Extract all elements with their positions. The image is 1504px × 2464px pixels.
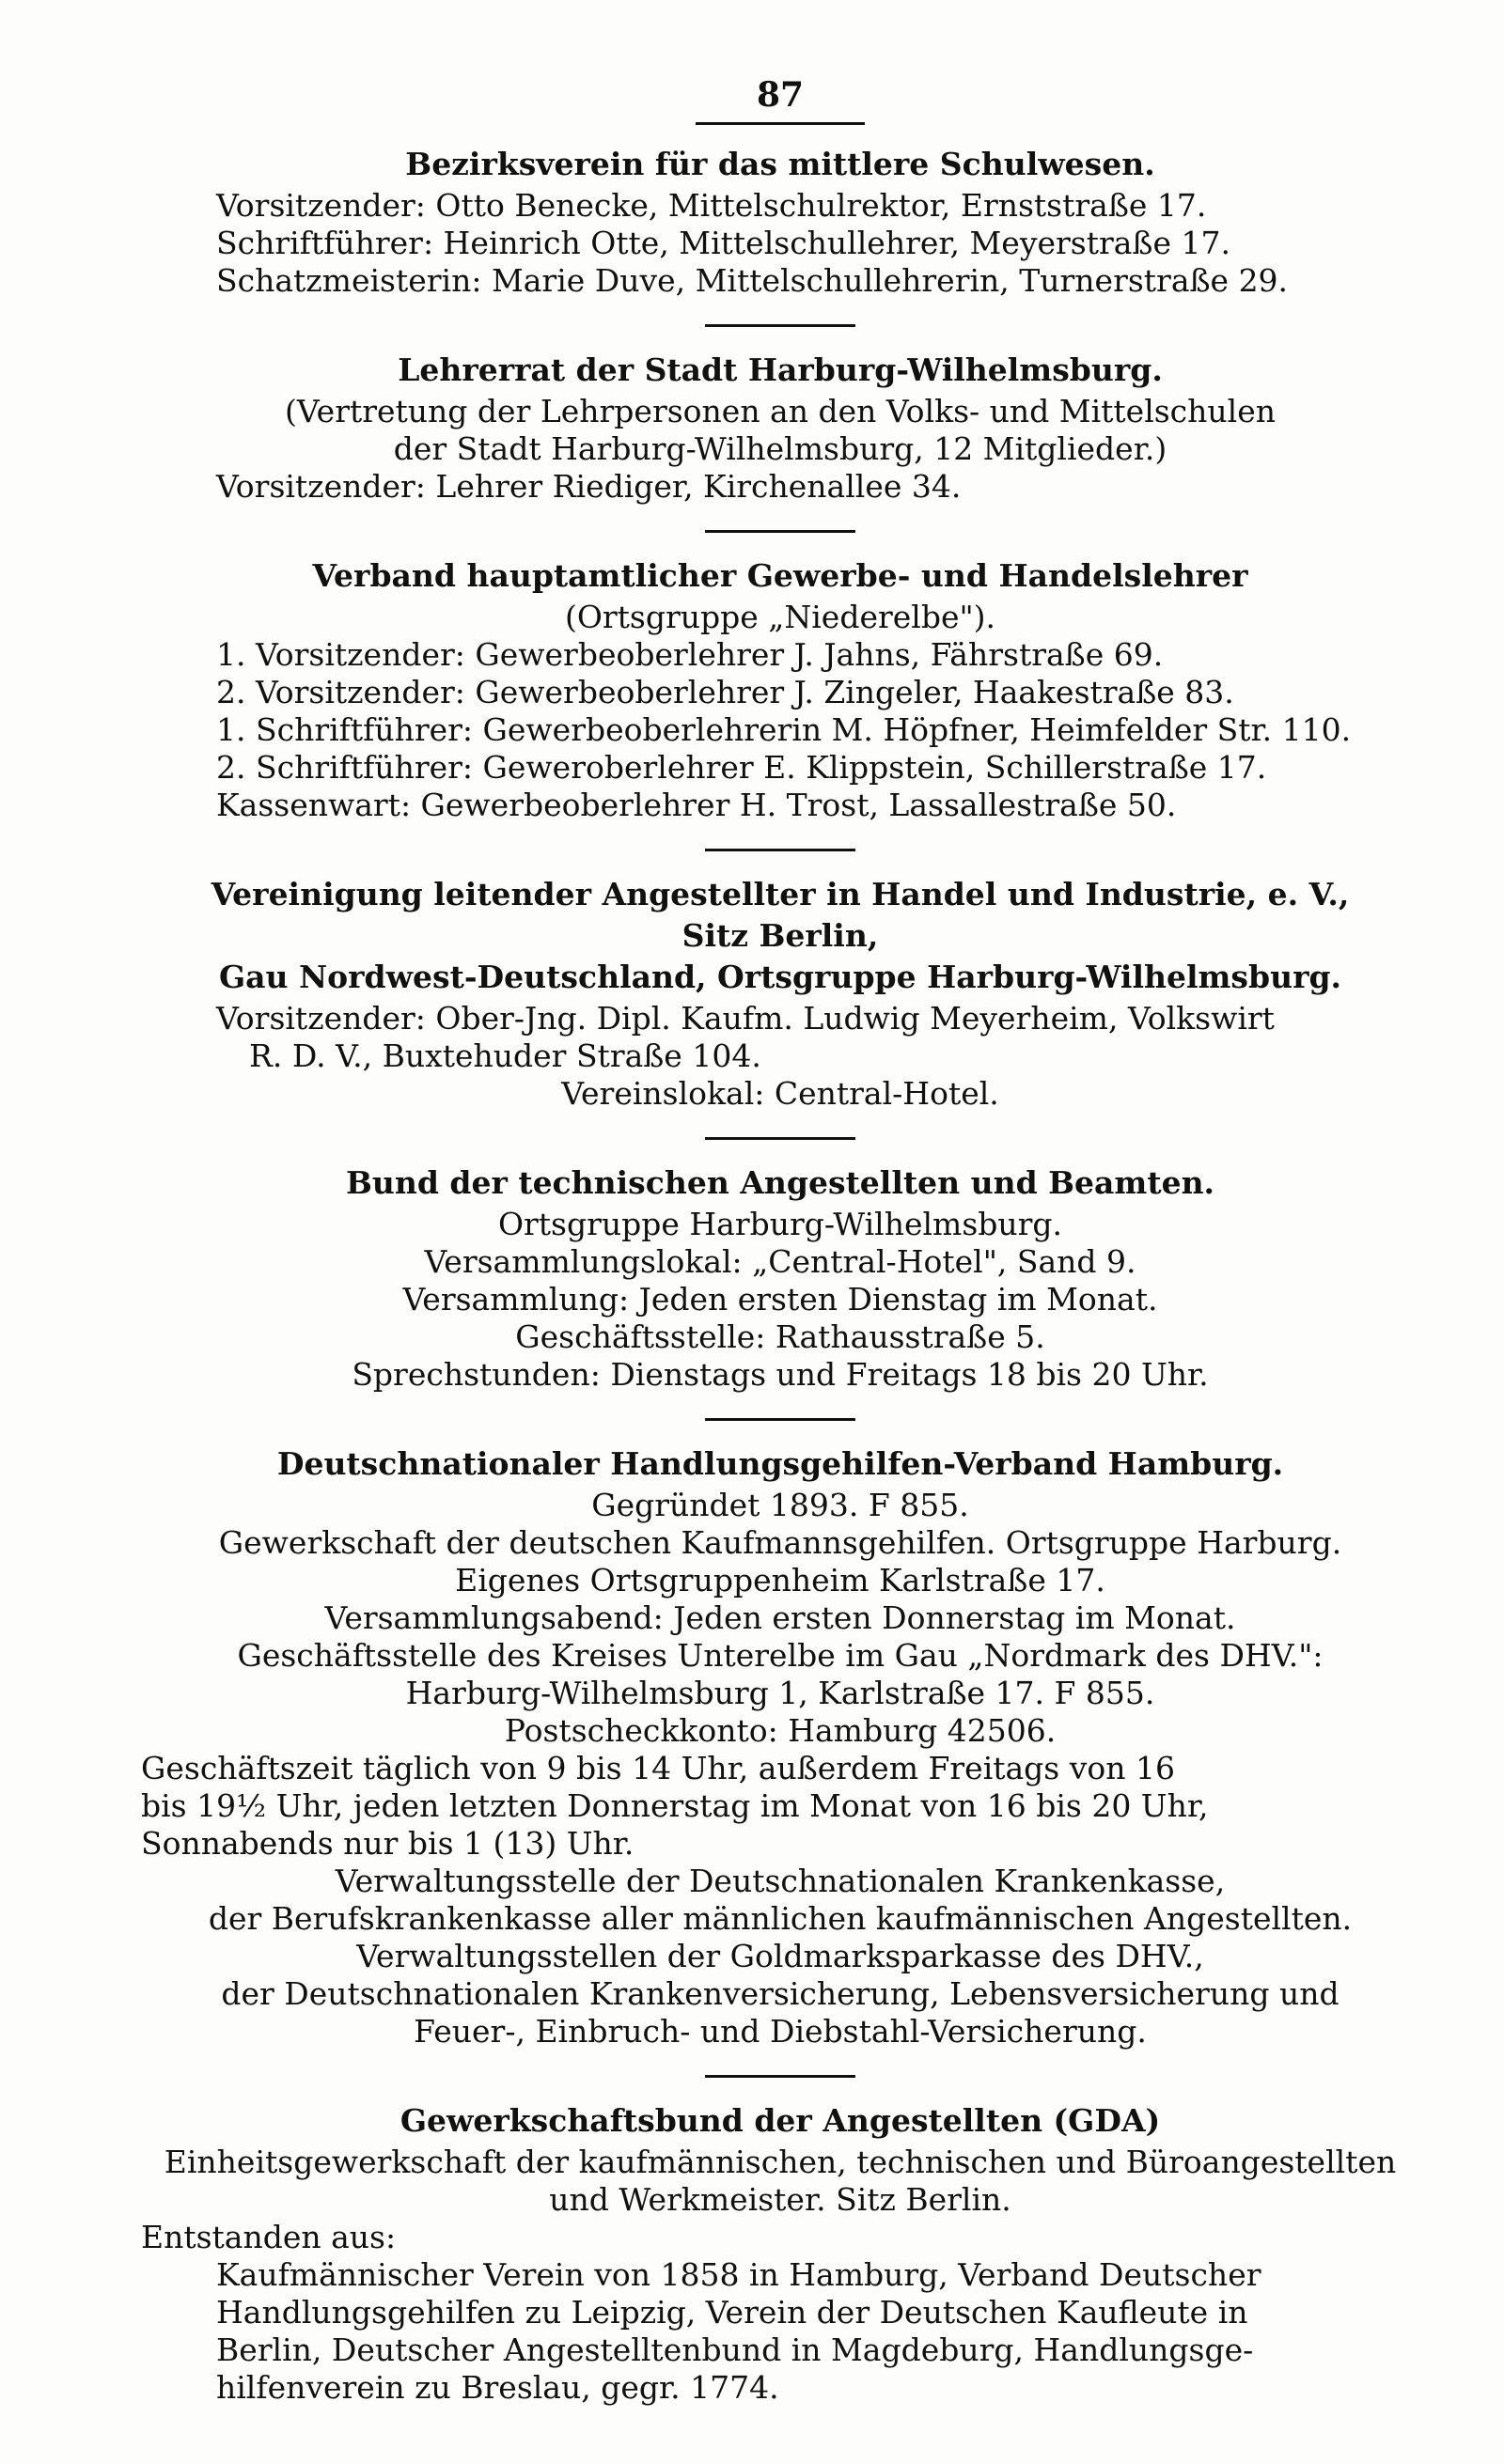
section-divider bbox=[705, 2075, 855, 2078]
text-line: Entstanden aus: bbox=[141, 2219, 397, 2255]
text-line: Versammlungsabend: Jeden ersten Donnerstag im Monat. bbox=[324, 1599, 1236, 1636]
text-line: bis 19½ Uhr, jeden letzten Donnerstag im Monat von 16 bis 20 Uhr, bbox=[141, 1787, 1209, 1824]
text-line: Schatzmeisterin: Marie Duve, Mittelschullehrerin, Turnerstraße 29. bbox=[216, 262, 1289, 299]
section-heading: Bund der technischen Angestellten und Beamten. bbox=[345, 1164, 1215, 1201]
text-line: Sprechstunden: Dienstags und Freitags 18 bis 20 Uhr. bbox=[352, 1356, 1209, 1393]
text-line: Versammlung: Jeden ersten Dienstag im Monat. bbox=[402, 1281, 1158, 1318]
text-line: 1. Schriftführer: Gewerbeoberlehrerin M. Höpfner, Heimfelder Str. 110. bbox=[216, 711, 1352, 748]
text-line: Gegründet 1893. F 855. bbox=[591, 1487, 969, 1523]
text-line: der Deutschnationalen Krankenversicherung, Lebensversicherung und bbox=[221, 1975, 1340, 2012]
text-line: Einheitsgewerkschaft der kaufmännischen, technischen und Büroangestellten bbox=[164, 2144, 1397, 2180]
text-line: 1. Vorsitzender: Gewerbeoberlehrer J. Jahns, Fährstraße 69. bbox=[216, 636, 1164, 673]
text-line: Eigenes Ortsgruppenheim Karlstraße 17. bbox=[455, 1562, 1105, 1598]
text-line: Ortsgruppe Harburg-Wilhelmsburg. bbox=[497, 1206, 1063, 1242]
section-heading: Bezirksverein für das mittlere Schulwesen. bbox=[405, 146, 1155, 182]
text-line: der Stadt Harburg-Wilhelmsburg, 12 Mitglieder.) bbox=[393, 430, 1167, 467]
section-verband-lehrer bbox=[141, 557, 1419, 824]
section-subheading: (Ortsgruppe „Niederelbe"). bbox=[564, 599, 996, 635]
top-rule bbox=[696, 122, 865, 125]
text-line: Berlin, Deutscher Angestelltenbund in Magdeburg, Handlungsge- bbox=[216, 2331, 1254, 2368]
section-lehrerrat bbox=[141, 351, 1419, 506]
text-line: Gewerkschaft der deutschen Kaufmannsgehilfen. Ortsgruppe Harburg. bbox=[218, 1524, 1342, 1561]
section-heading: Gewerkschaftsbund der Angestellten (GDA) bbox=[400, 2102, 1161, 2139]
section-gewerkschaftsbund bbox=[141, 2102, 1419, 2407]
text-line: Schriftführer: Heinrich Otte, Mittelschullehrer, Meyerstraße 17. bbox=[216, 225, 1230, 261]
page-number: 87 bbox=[756, 75, 805, 115]
section-bund-technischen bbox=[141, 1164, 1419, 1394]
text-line: Vorsitzender: Ober-Jng. Dipl. Kaufm. Ludwig Meyerheim, Volkswirt bbox=[216, 1000, 1275, 1037]
text-line: 2. Schriftführer: Geweroberlehrer E. Klippstein, Schillerstraße 17. bbox=[216, 749, 1267, 786]
text-line: 2. Vorsitzender: Gewerbeoberlehrer J. Zingeler, Haakestraße 83. bbox=[216, 674, 1234, 710]
text-line: Verwaltungsstellen der Goldmarksparkasse des DHV., bbox=[356, 1938, 1204, 1974]
text-line: Kassenwart: Gewerbeoberlehrer H. Trost, Lassallestraße 50. bbox=[216, 787, 1177, 823]
section-heading: Gau Nordwest-Deutschland, Ortsgruppe Harburg-Wilhelmsburg. bbox=[218, 959, 1342, 995]
section-handlungsgehilfen bbox=[141, 1445, 1419, 2051]
section-divider bbox=[705, 1418, 855, 1421]
text-line: Geschäftsstelle des Kreises Unterelbe im Gau „Nordmark des DHV.": bbox=[237, 1637, 1324, 1674]
section-divider bbox=[705, 324, 855, 327]
text-line: Geschäftsstelle: Rathausstraße 5. bbox=[515, 1318, 1045, 1355]
text-line: R. D. V., Buxtehuder Straße 104. bbox=[249, 1037, 761, 1074]
text-line: Postscheckkonto: Hamburg 42506. bbox=[504, 1712, 1057, 1749]
text-line: der Berufskrankenkasse aller männlichen kaufmännischen Angestellten. bbox=[208, 1900, 1353, 1937]
text-line: Kaufmännischer Verein von 1858 in Hamburg, Verband Deutscher bbox=[216, 2256, 1261, 2293]
section-divider bbox=[705, 849, 855, 851]
section-heading: Verband hauptamtlicher Gewerbe- und Handelslehrer bbox=[312, 557, 1248, 594]
text-line: Sonnabends nur bis 1 (13) Uhr. bbox=[141, 1825, 634, 1862]
text-line: Vorsitzender: Lehrer Riediger, Kirchenallee 34. bbox=[216, 468, 962, 505]
text-line: Feuer-, Einbruch- und Diebstahl-Versicherung. bbox=[414, 2013, 1147, 2050]
section-divider bbox=[705, 1137, 855, 1140]
section-bezirksverein bbox=[141, 146, 1419, 300]
section-heading: Vereinigung leitender Angestellter in Handel und Industrie, e. V., bbox=[211, 876, 1350, 912]
text-line: Harburg-Wilhelmsburg 1, Karlstraße 17. F 855. bbox=[405, 1675, 1155, 1711]
text-line: (Vertretung der Lehrpersonen an den Volks- und Mittelschulen bbox=[284, 393, 1277, 429]
section-vereinigung bbox=[141, 876, 1419, 1113]
section-heading: Lehrerrat der Stadt Harburg-Wilhelmsburg. bbox=[398, 351, 1163, 388]
text-line: Vereinslokal: Central-Hotel. bbox=[561, 1075, 999, 1112]
text-line: Handlungsgehilfen zu Leipzig, Verein der Deutschen Kaufleute in bbox=[216, 2294, 1248, 2331]
section-divider bbox=[705, 530, 855, 533]
document-page bbox=[141, 75, 1419, 2407]
text-line: Verwaltungsstelle der Deutschnationalen Krankenkasse, bbox=[335, 1863, 1226, 1899]
text-line: Vorsitzender: Otto Benecke, Mittelschulrektor, Ernststraße 17. bbox=[216, 187, 1207, 224]
text-line: und Werkmeister. Sitz Berlin. bbox=[549, 2181, 1011, 2218]
text-line: Geschäftszeit täglich von 9 bis 14 Uhr, außerdem Freitags von 16 bbox=[141, 1750, 1175, 1786]
text-line: Versammlungslokal: „Central-Hotel", Sand 9. bbox=[424, 1243, 1136, 1280]
section-heading: Deutschnationaler Handlungsgehilfen-Verband Hamburg. bbox=[276, 1445, 1284, 1482]
text-line: hilfenverein zu Breslau, gegr. 1774. bbox=[216, 2369, 779, 2406]
section-heading: Sitz Berlin, bbox=[682, 917, 879, 954]
